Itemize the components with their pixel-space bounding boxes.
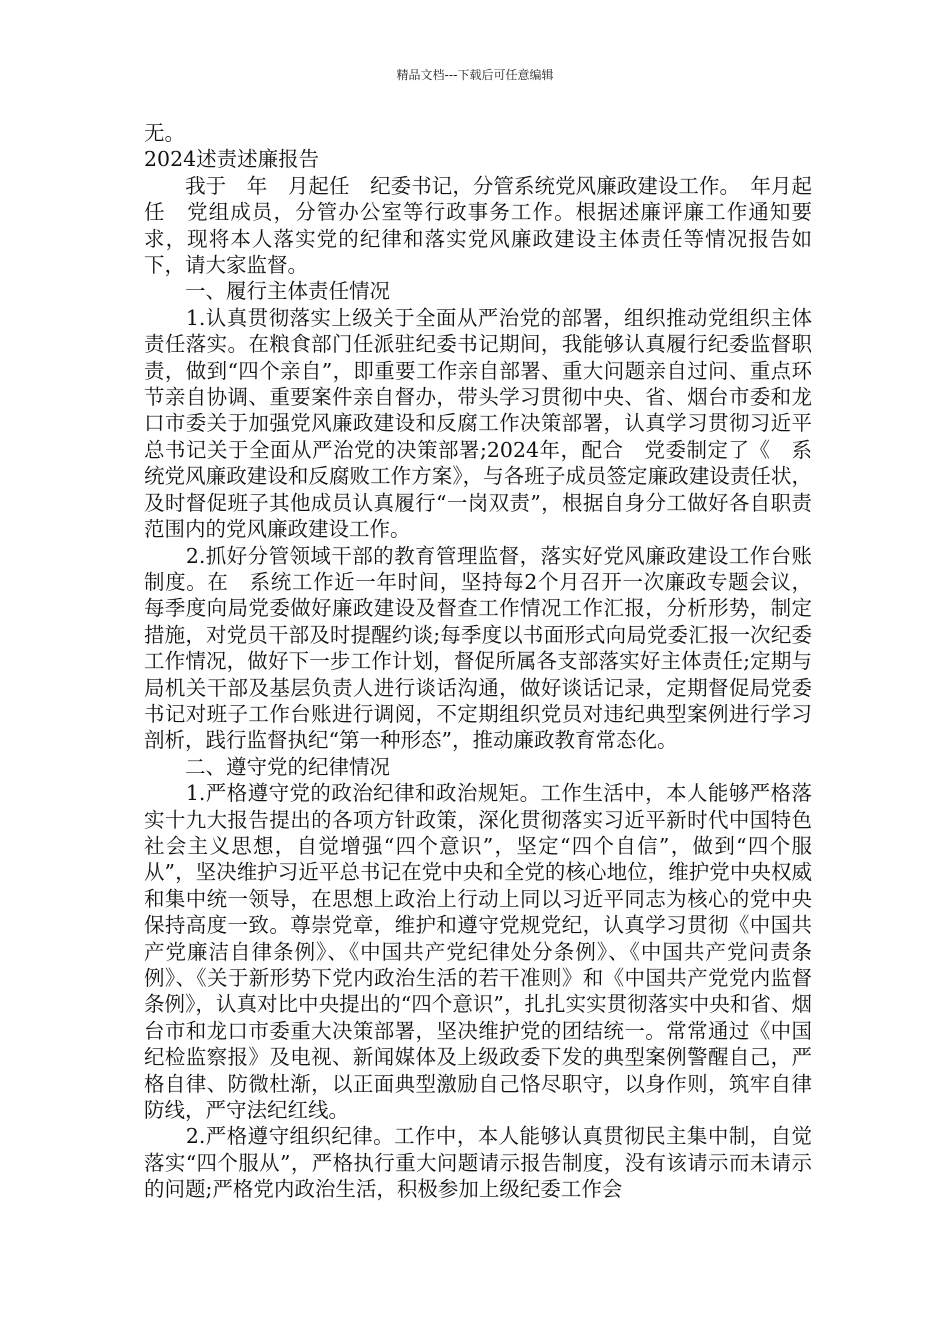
document-body <box>144 120 812 1203</box>
paragraph-1-2: 2.抓好分管领域干部的教育管理监督，落实好党风廉政建设工作台账制度。在 系统工作近一年时间，坚持每2个月召开一次廉政专题会议，每季度向局党委做好廉政建设及督查工作情况工作汇报，分析形势，制定措施，对党员干部及时提醒约谈;每季度以书面形式向局党委汇报一次纪委工作情况，做好下一步工作计划，督促所属各支部落实好主体责任;定期与局机关干部及基层负责人进行谈话沟通，做好谈话记录，定期督促局党委书记对班子工作台账进行调阅，不定期组织党员对违纪典型案例进行学习剖析，践行监督执纪“第一种形态”，推动廉政教育常态化。 <box>144 543 812 753</box>
section-heading-2: 二、遵守党的纪律情况 <box>144 754 390 779</box>
report-title: 2024述责述廉报告 <box>144 147 320 172</box>
page-header: 精品文档---下载后可任意编辑 <box>396 68 554 82</box>
paragraph-1-1: 1.认真贯彻落实上级关于全面从严治党的部署，组织推动党组织主体责任落实。在粮食部门任派驻纪委书记期间，我能够认真履行纪委监督职责，做到“四个亲自”，即重要工作亲自部署、重大问题亲自过问、重点环节亲自协调、重要案件亲自督办，带头学习贯彻中央、省、烟台市委和龙口市委关于加强党风廉政建设和反腐工作决策部署，认真学习贯彻习近平总书记关于全面从严治党的决策部署;2024年，配合 党委制定了《 系统党风廉政建设和反腐败工作方案》，与各班子成员签定廉政建设责任状，及时督促班子其他成员认真履行“一岗双责”，根据自身分工做好各自职责范围内的党风廉政建设工作。 <box>144 305 812 542</box>
paragraph-intro: 我于 年 月起任 纪委书记，分管系统党风廉政建设工作。 年月起任 党组成员，分管办公室等行政事务工作。根据述廉评廉工作通知要求，现将本人落实党的纪律和落实党风廉政建设主体责任等情况报告如下，请大家监督。 <box>144 173 812 278</box>
paragraph-2-1: 1.严格遵守党的政治纪律和政治规矩。工作生活中，本人能够严格落实十九大报告提出的各项方针政策，深化贯彻落实习近平新时代中国特色社会主义思想，自觉增强“四个意识”，坚定“四个自信”，做到“四个服从”，坚决维护习近平总书记在党中央和全党的核心地位，维护党中央权威和集中统一领导，在思想上政治上行动上同以习近平同志为核心的党中央保持高度一致。尊崇党章，维护和遵守党规党纪，认真学习贯彻《中国共产党廉洁自律条例》、《中国共产党纪律处分条例》、《中国共产党问责条例》、《关于新形势下党内政治生活的若干准则》和《中国共产党党内监督条例》，认真对比中央提出的“四个意识”，扎扎实实贯彻落实中央和省、烟台市和龙口市委重大决策部署，坚决维护党的团结统一。常常通过《中国纪检监察报》及电视、新闻媒体及上级政委下发的典型案例警醒自己，严格自律、防微杜渐，以正面典型激励自己恪尽职守，以身作则，筑牢自律防线，严守法纪红线。 <box>144 781 812 1123</box>
paragraph-closing-word: 无。 <box>144 121 185 145</box>
section-heading-1: 一、履行主体责任情况 <box>144 279 390 304</box>
paragraph-2-2: 2.严格遵守组织纪律。工作中，本人能够认真贯彻民主集中制，自觉落实“四个服从”，严格执行重大问题请示报告制度，没有该请示而未请示的问题;严格党内政治生活，积极参加上级纪委工作会 <box>144 1124 812 1202</box>
